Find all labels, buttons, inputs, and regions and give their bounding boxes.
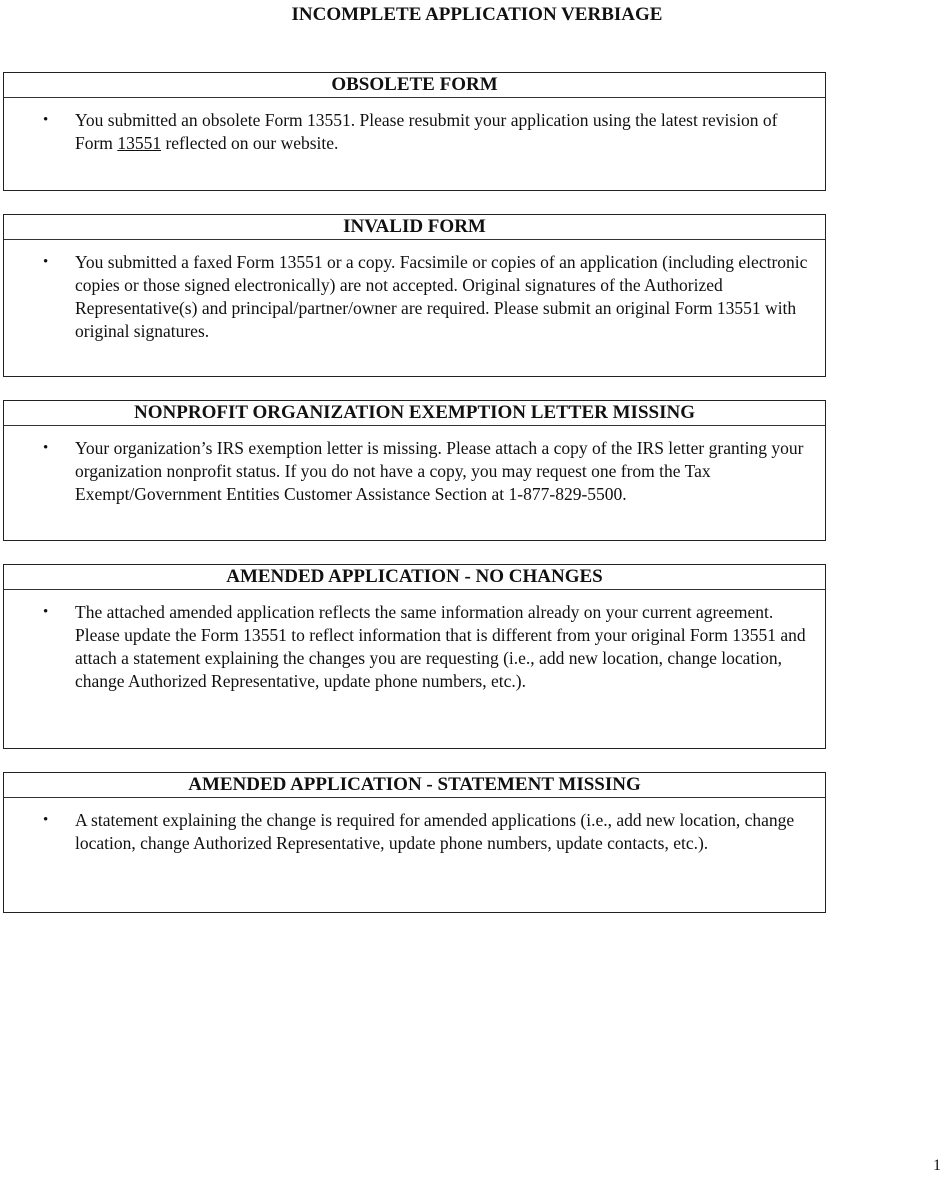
item-text: The attached amended application reflects the same information already on your current agreement. Please update the Form 13551 to reflect information that is different from your original Form 13551 and attach a statement explaining the changes you are requesting (i.e., add new location, change location, change Authorized Representative, update phone numbers, etc.). [75,602,806,691]
item-text: You submitted a faxed Form 13551 or a copy. Facsimile or copies of an application (including electronic copies or those signed electronically) are not accepted. Original signatures of the Authorized Representative(s) and principal/partner/owner are required. Please submit an original Form 13551 with original signatures. [75,252,808,341]
form-13551-link[interactable]: 13551 [117,133,162,153]
item-text-end: reflected on our website. [161,133,339,153]
page-number: 1 [933,1157,941,1174]
item-text: You submitted an obsolete Form 13551. Please resubmit your application using the latest revision of Form [75,110,778,153]
section-invalid-form [3,214,826,377]
section-heading: INVALID FORM [4,215,825,240]
section-amended-statement-missing [3,772,826,913]
section-heading: AMENDED APPLICATION - NO CHANGES [4,565,825,590]
list-item [4,809,825,855]
section-heading: OBSOLETE FORM [4,73,825,98]
item-text: A statement explaining the change is required for amended applications (i.e., add new location, change location, change Authorized Representative, update phone numbers, update contacts, etc.). [75,810,795,853]
list-item [4,437,825,506]
section-obsolete-form [3,72,826,191]
section-nonprofit-exemption-letter-missing [3,400,826,541]
bullet-icon: • [43,812,49,828]
bullet-icon: • [43,254,49,270]
section-heading: AMENDED APPLICATION - STATEMENT MISSING [4,773,825,798]
section-amended-no-changes [3,564,826,749]
list-item [4,109,825,155]
list-item [4,251,825,343]
item-text: Your organization’s IRS exemption letter is missing. Please attach a copy of the IRS letter granting your organization nonprofit status. If you do not have a copy, you may request one from the Tax Exempt/Government Entities Customer Assistance Section at 1-877-829-5500. [75,438,804,504]
bullet-icon: • [43,112,49,128]
bullet-icon: • [43,440,49,456]
bullet-icon: • [43,604,49,620]
document-title: INCOMPLETE APPLICATION VERBIAGE [291,4,663,25]
section-heading: NONPROFIT ORGANIZATION EXEMPTION LETTER MISSING [4,401,825,426]
list-item [4,601,825,693]
